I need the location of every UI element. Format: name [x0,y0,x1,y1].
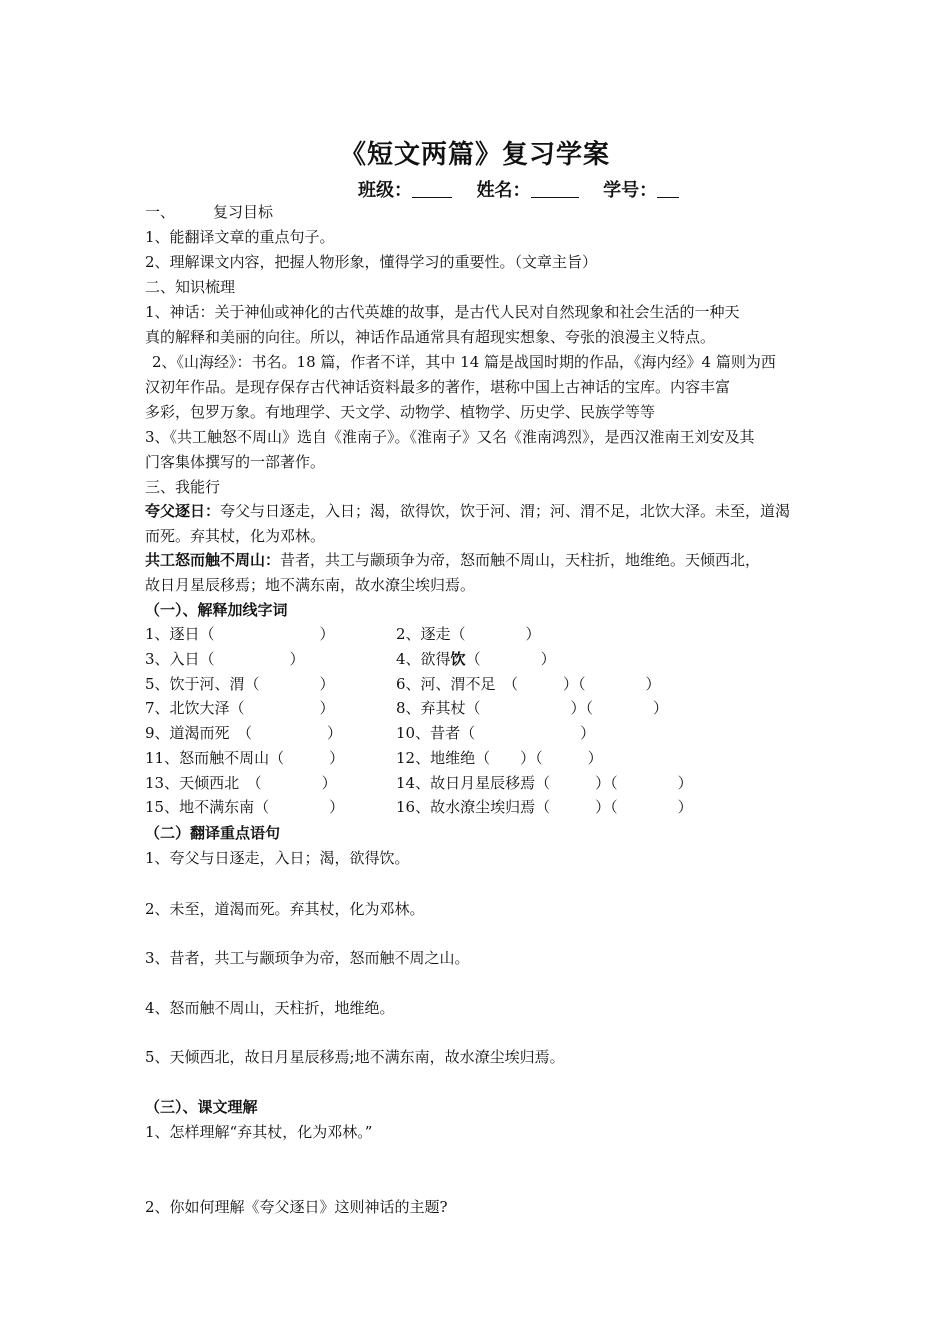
translation-item: 2、未至，道渴而死。弃其杖，化为邓林。 [145,900,425,918]
vocab-item: 13、天倾西北 （ ） [145,774,337,792]
vocab-item: 1、逐日（ ） [145,625,335,643]
student-info [358,176,679,202]
knowledge-paragraph: 多彩，包罗万象。有地理学、天文学、动物学、植物学、历史学、民族学等等 [145,403,656,421]
vocab-item: 12、地维绝（ ）（ ） [396,749,603,767]
translation-item: 4、怒而触不周山，天柱折，地维绝。 [145,999,395,1017]
vocab-item: 5、饮于河、渭（ ） [145,675,335,693]
goal-item: 2、理解课文内容，把握人物形象，懂得学习的重要性。（文章主旨） [145,253,598,271]
text-gonggong-title: 共工怒而触不周山： [145,551,281,569]
vocab-item: 2、逐走（ ） [396,625,541,643]
knowledge-paragraph: 1、神话：关于神仙或神化的古代英雄的故事，是古代人民对自然现象和社会生活的一种天 [145,303,740,321]
name-blank [531,181,579,198]
part-1-heading: （一）、解释加线字词 [145,601,288,619]
knowledge-paragraph: 3、《共工触怒不周山》选自《淮南子》。《淮南子》又名《淮南鸿烈》，是西汉淮南王刘安及其 [145,428,755,446]
number-blank [657,181,679,198]
name-label: 姓名： [476,180,531,201]
text-kuafu [145,501,790,521]
translation-item: 3、昔者，共工与颛顼争为帝，怒而触不周之山。 [145,949,470,967]
translation-item: 1、夸父与日逐走，入日；渴，欲得饮。 [145,849,410,867]
text-gonggong-body: 昔者，共工与颛顼争为帝，怒而触不周山，天柱折，地维绝。天倾西北， [280,551,761,569]
vocab-item: 7、北饮大泽（ ） [145,699,335,717]
translation-item: 5、天倾西北，故日月星辰移焉;地不满东南，故水潦尘埃归焉。 [145,1048,565,1066]
part-2-heading: （二）翻译重点语句 [145,824,281,842]
text-gonggong-cont: 故日月星辰移焉；地不满东南，故水潦尘埃归焉。 [145,576,476,594]
page-title: 《短文两篇》复习学案 [339,140,610,170]
comprehension-item: 2、你如何理解《夸父逐日》这则神话的主题? [145,1198,448,1216]
knowledge-paragraph: 汉初年作品。是现存保存古代神话资料最多的著作，堪称中国上古神话的宝库。内容丰富 [145,378,731,396]
vocab-item: 11、怒而触不周山（ ） [145,749,345,767]
vocab-item: 8、弃其杖（ ）（ ） [396,699,669,717]
vocab-item: 3、入日（ ） [145,650,305,668]
section-1-heading [145,202,273,222]
vocab-item: 9、道渴而死 （ ） [145,724,343,742]
section-1-text: 复习目标 [213,203,274,221]
text-kuafu-title: 夸父逐日： [145,502,221,520]
section-3-heading: 三、我能行 [145,478,221,496]
class-blank [412,181,452,198]
knowledge-paragraph: 门客集体撰写的一部著作。 [145,453,326,471]
section-1-number: 一、 [145,203,176,221]
vocab-item: 16、故水潦尘埃归焉（ ）（ ） [396,798,693,816]
vocab-item: 4、欲得饮（ ） [396,650,556,668]
text-kuafu-body: 夸父与日逐走，入日；渴，欲得饮，饮于河、渭；河、渭不足，北饮大泽。未至，道渴 [220,502,791,520]
section-2-heading: 二、知识梳理 [145,278,236,296]
number-label: 学号： [603,180,658,201]
vocab-item: 6、河、渭不足 （ ）（ ） [396,675,661,693]
knowledge-paragraph: 2、《山海经》：书名。18 篇，作者不详，其中 14 篇是战国时期的作品，《海内经》4 篇则为西 [152,353,776,371]
comprehension-item: 1、怎样理解“弃其杖，化为邓林。” [145,1123,373,1141]
knowledge-paragraph: 真的解释和美丽的向往。所以，神话作品通常具有超现实想象、夸张的浪漫主义特点。 [145,328,716,346]
text-gonggong [145,550,760,570]
class-label: 班级： [358,180,412,201]
goal-item: 1、能翻译文章的重点句子。 [145,228,335,246]
part-3-heading: （三）、课文理解 [145,1098,258,1116]
vocab-item: 15、地不满东南（ ） [145,798,345,816]
text-kuafu-cont: 而死。弃其杖，化为邓林。 [145,527,326,545]
vocab-item: 14、故日月星辰移焉（ ）（ ） [396,774,693,792]
vocab-item: 10、昔者（ ） [396,724,596,742]
